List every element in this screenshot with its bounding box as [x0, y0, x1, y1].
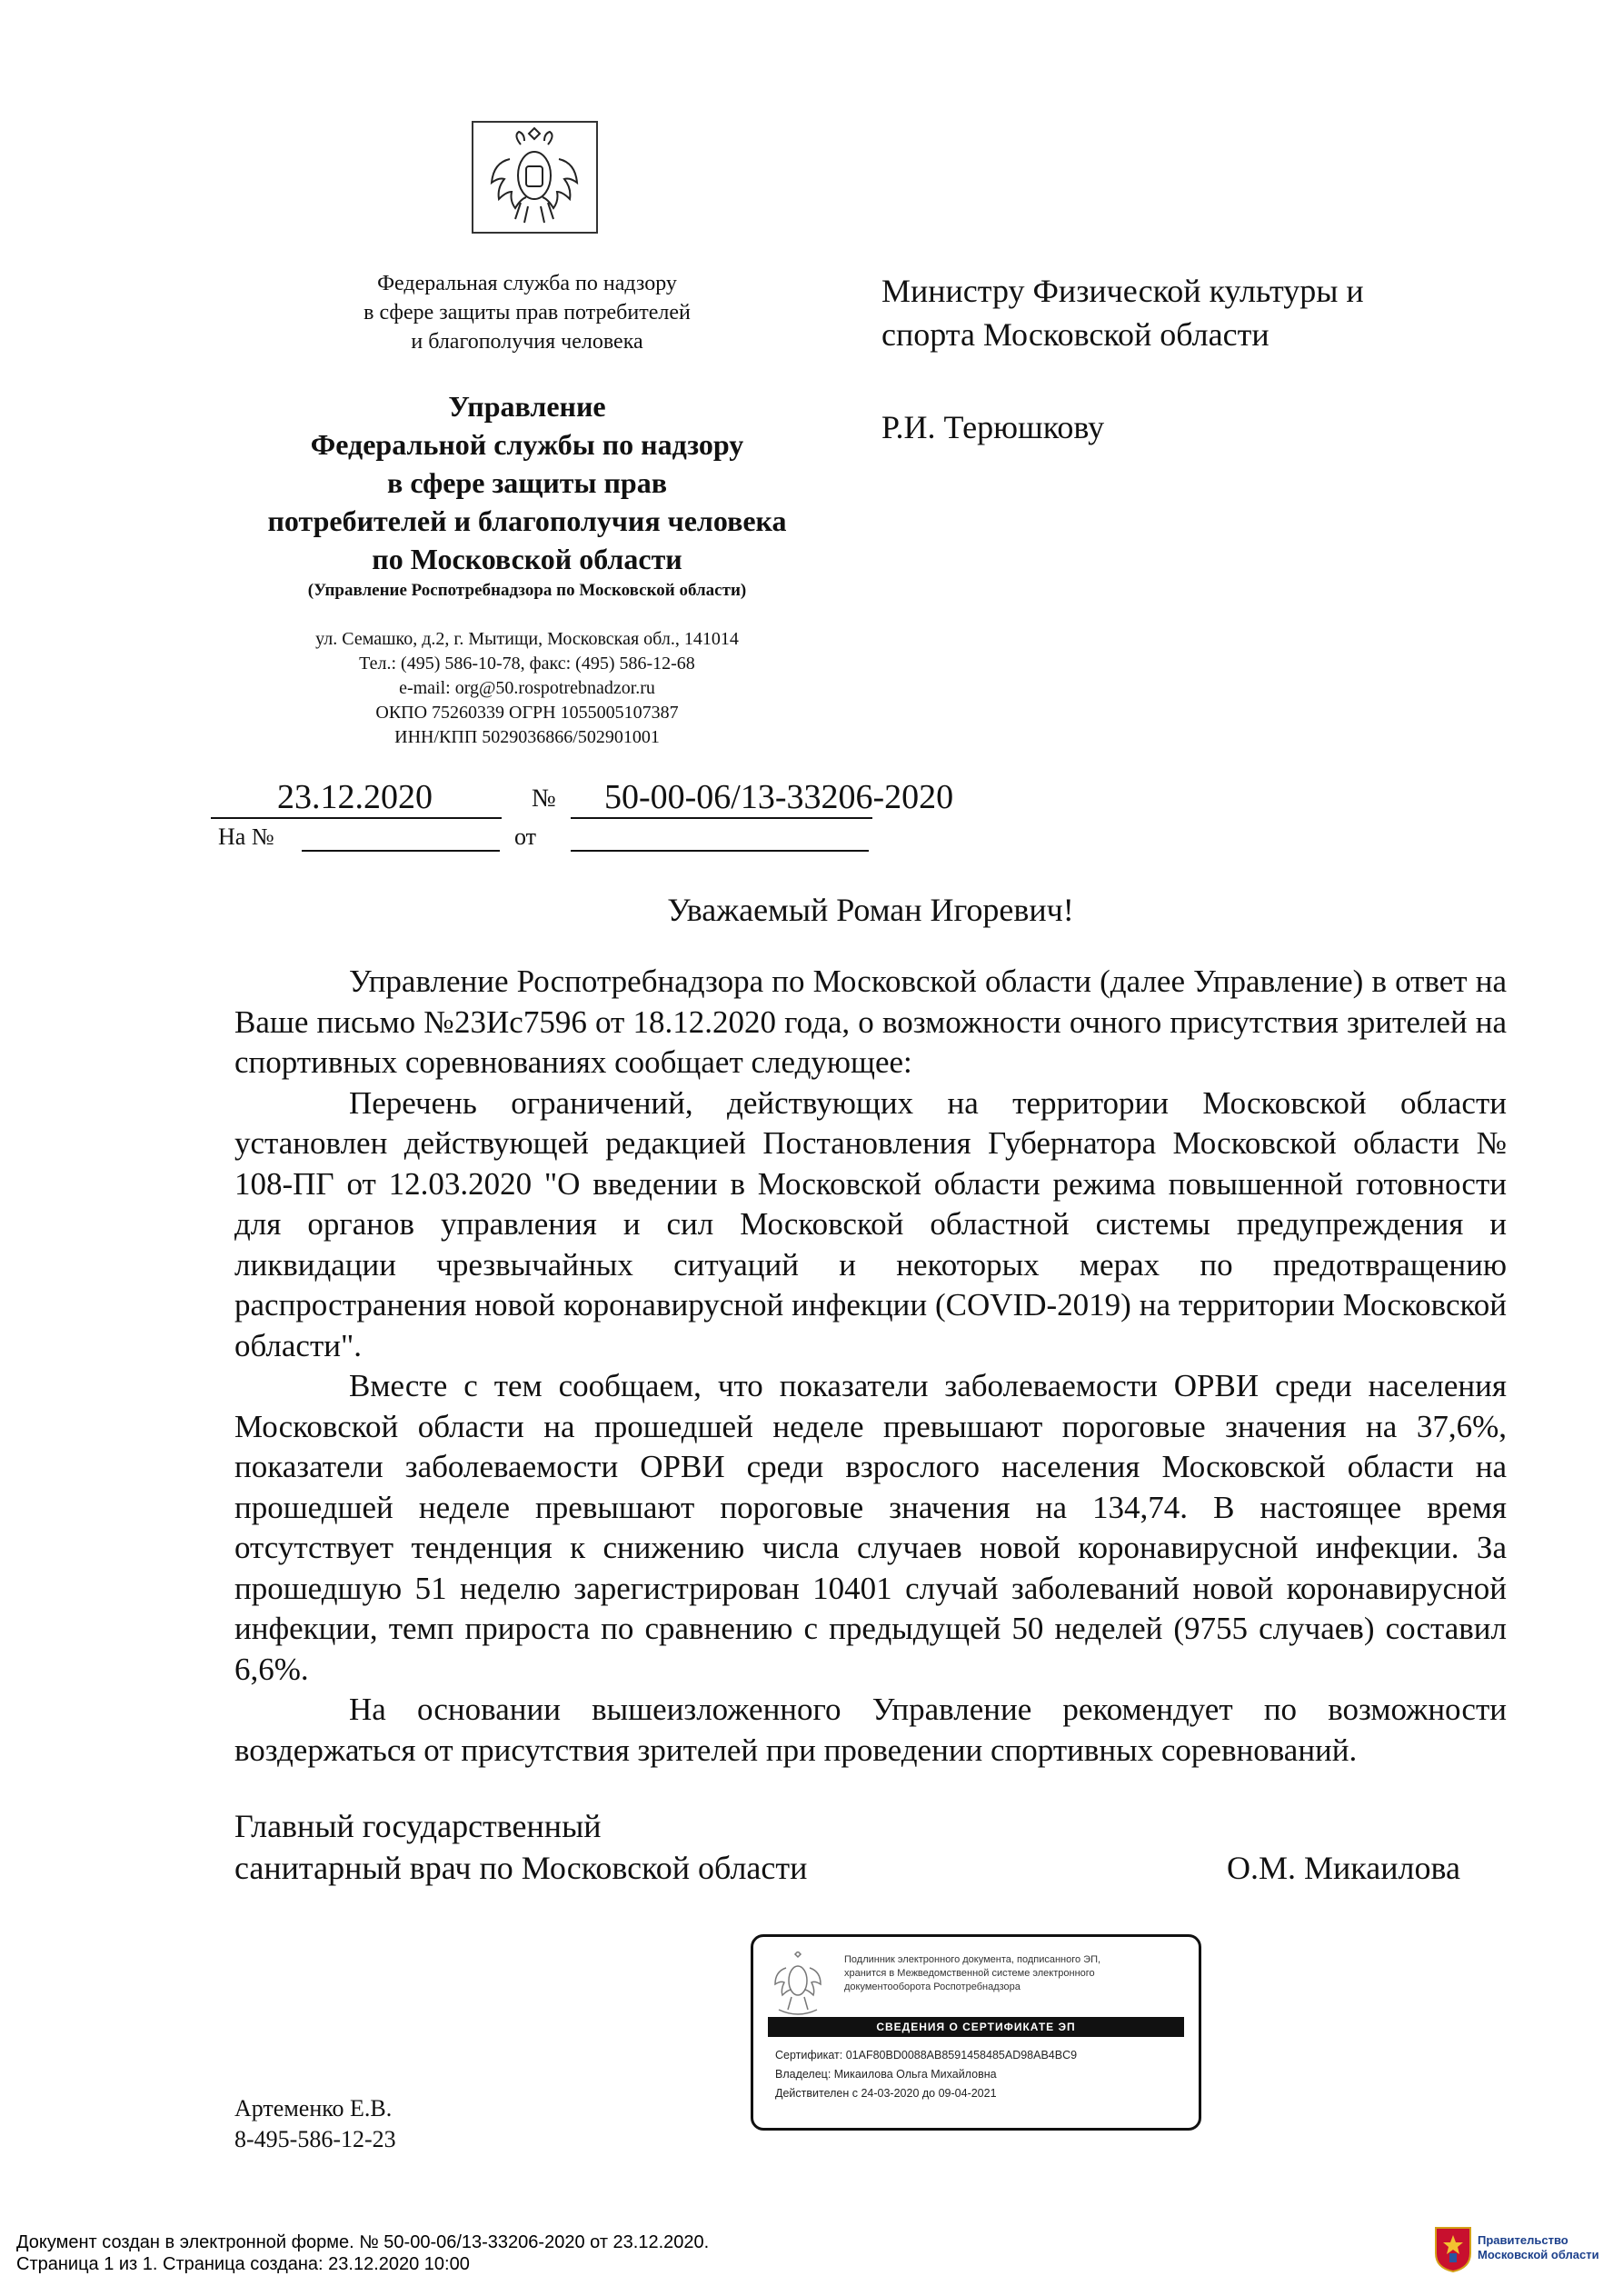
stamp-note-line: Подлинник электронного документа, подписанного ЭП, — [844, 1954, 1101, 1965]
service-name-line: и благополучия человека — [411, 330, 643, 354]
addressee-name: Р.И. Терюшкову — [881, 409, 1105, 445]
department-short-name: (Управление Роспотребнадзора по Московской области) — [307, 581, 747, 600]
number-underline — [571, 817, 872, 819]
gov-text-line: Московской области — [1478, 2248, 1599, 2261]
executor-name: Артеменко Е.В. — [234, 2095, 393, 2121]
department-line: по Московской области — [372, 543, 682, 575]
certificate-validity: Действителен с 24-03-2020 до 09-04-2021 — [775, 2087, 997, 2100]
gov-text-line: Правительство — [1478, 2233, 1568, 2247]
stamp-emblem-icon — [770, 1952, 826, 2017]
addressee-line: Министру Физической культуры и — [881, 273, 1364, 309]
contact-inn-kpp: ИНН/КПП 5029036866/502901001 — [394, 727, 660, 747]
stamp-note-line: документооборота Роспотребнадзора — [844, 1982, 1021, 1992]
department-line: в сфере защиты прав — [387, 466, 667, 499]
document-date: 23.12.2020 — [277, 778, 433, 816]
signatory-name: О.М. Микаилова — [1227, 1850, 1460, 1886]
certificate-header: СВЕДЕНИЯ О СЕРТИФИКАТЕ ЭП — [768, 2017, 1184, 2037]
reply-to-number-label: На № — [218, 824, 274, 850]
letter-body — [234, 962, 1507, 1771]
contact-email: e-mail: org@50.rospotrebnadzor.ru — [399, 678, 655, 698]
coat-of-arms-icon — [472, 121, 598, 234]
body-paragraph: На основании вышеизложенного Управление рекомендует по возможности воздержаться от присутствия зрителей при проведении спортивных соревнований. — [234, 1692, 1507, 1768]
number-sign: № — [532, 784, 556, 813]
department-name — [209, 387, 845, 604]
executor-info — [234, 2093, 396, 2155]
date-underline — [211, 817, 502, 819]
e-signature-stamp — [751, 1934, 1201, 2131]
reply-to-number-line — [302, 850, 500, 852]
body-paragraph: Вместе с тем сообщаем, что показатели заболеваемости ОРВИ среди населения Московской области на прошедшей неделе превышают пороговые значения на 37,6%, показатели заболеваемости ОРВИ среди взрослого населения Московской области на прошедшей неделе превышают пороговые значения на 134,74. В настоящее время отсутствует тенденция к снижению числа случаев новой коронавирусной инфекции. За прошедшую 51 неделю зарегистрирован 10401 случай заболеваний новой коронавирусной инфекции, темп прироста по сравнению с предыдущей 50 неделей (9755 случаев) составил 6,6%. — [234, 1368, 1507, 1687]
footer-page-line: Страница 1 из 1. Страница создана: 23.12.2020 10:00 — [16, 2254, 470, 2274]
body-paragraph: Перечень ограничений, действующих на территории Московской области установлен действующей редакцией Постановления Губернатора Московской области № 108-ПГ от 12.03.2020 "О введении в Московской области режима повышенной готовности для органов управления и сил Московской областной системы предупреждения и ликвидации чрезвычайных ситуаций и некоторых мерах по предотвращению распространения новой коронавирусной инфекции (COVID-2019) на территории Московской области". — [234, 1084, 1507, 1363]
moscow-region-coat-of-arms-icon — [1434, 2226, 1472, 2273]
stamp-note-line: хранится в Межведомственной системе электронного — [844, 1968, 1095, 1979]
department-line: потребителей и благополучия человека — [267, 504, 787, 537]
addressee-position — [881, 269, 1536, 356]
page-footer — [16, 2231, 1198, 2275]
stamp-note — [844, 1953, 1190, 1994]
footer-document-line: Документ создан в электронной форме. № 50-00-06/13-33206-2020 от 23.12.2020. — [16, 2232, 710, 2252]
service-name — [273, 269, 782, 356]
signatory-title-line: санитарный врач по Московской области — [234, 1850, 808, 1886]
contact-address: ул. Семашко, д.2, г. Мытищи, Московская обл., 141014 — [315, 629, 739, 649]
reply-to-date-line — [571, 850, 869, 852]
service-name-line: Федеральная служба по надзору — [377, 272, 677, 295]
service-name-line: в сфере защиты прав потребителей — [363, 301, 691, 324]
reply-to-date-label: от — [514, 824, 537, 850]
contact-details — [236, 627, 818, 750]
document-number: 50-00-06/13-33206-2020 — [604, 778, 954, 816]
certificate-info — [775, 2046, 1193, 2103]
addressee-line: спорта Московской области — [881, 316, 1270, 353]
contact-okpo-ogrn: ОКПО 75260339 ОГРН 1055005107387 — [375, 703, 679, 723]
department-line: Федеральной службы по надзору — [310, 428, 744, 461]
executor-phone: 8-495-586-12-23 — [234, 2126, 396, 2152]
certificate-id: Сертификат: 01AF80BD0088AB8591458485AD98AB4BC9 — [775, 2049, 1078, 2061]
contact-phone: Тел.: (495) 586-10-78, факс: (495) 586-12-68 — [359, 654, 695, 674]
salutation: Уважаемый Роман Игоревич! — [667, 892, 1074, 928]
signatory-title-line: Главный государственный — [234, 1808, 602, 1844]
body-paragraph: Управление Роспотребнадзора по Московской области (далее Управление) в ответ на Ваше письмо №23Ис7596 от 18.12.2020 года, о возможности очного присутствия зрителей на спортивных соревнованиях сообщает следующее: — [234, 963, 1507, 1080]
department-line: Управление — [448, 390, 606, 423]
certificate-owner: Владелец: Микаилова Ольга Михайловна — [775, 2068, 997, 2081]
moscow-region-government-label — [1478, 2233, 1605, 2262]
signatory-title — [234, 1805, 961, 1889]
